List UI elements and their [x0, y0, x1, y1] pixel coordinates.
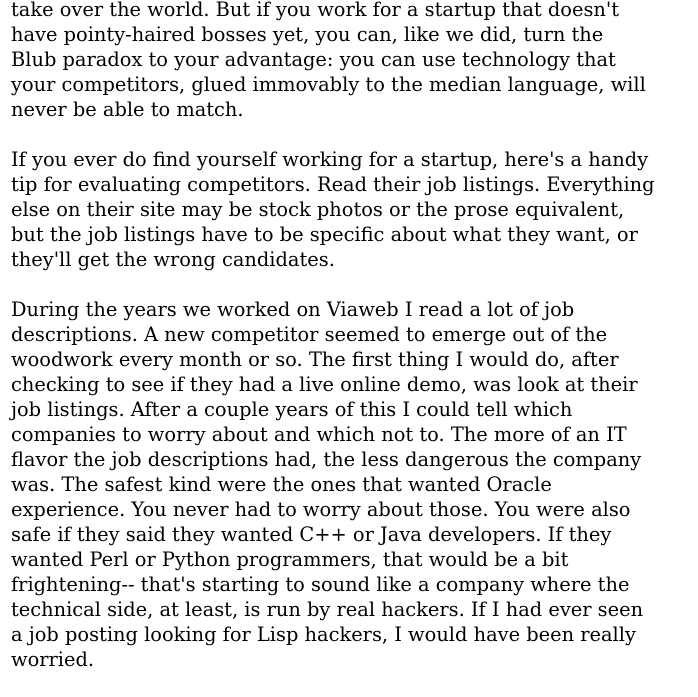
text-line: a job posting looking for Lisp hackers, I would have been really	[11, 623, 636, 646]
paragraph-blub-advantage	[11, 0, 698, 122]
text-line: experience. You never had to worry about those. You were also	[11, 498, 631, 521]
paragraph-viaweb-competitors	[11, 297, 698, 672]
text-line: checking to see if they had a live online demo, was look at their	[11, 373, 638, 396]
text-line: worried.	[11, 648, 95, 671]
text-line: wanted Perl or Python programmers, that would be a bit	[11, 548, 569, 571]
text-line: they'll get the wrong candidates.	[11, 248, 335, 271]
text-line: your competitors, glued immovably to the median language, will	[11, 73, 646, 96]
text-line: woodwork every month or so. The first thing I would do, after	[11, 348, 619, 371]
text-line: Blub paradox to your advantage: you can use technology that	[11, 48, 616, 71]
text-line: flavor the job descriptions had, the less dangerous the company	[11, 448, 642, 471]
text-line: descriptions. A new competitor seemed to emerge out of the	[11, 323, 608, 346]
text-line: never be able to match.	[11, 98, 244, 121]
text-line: tip for evaluating competitors. Read their job listings. Everything	[11, 173, 655, 196]
text-line: frightening-- that's starting to sound like a company where the	[11, 573, 630, 596]
text-line: If you ever do find yourself working for a startup, here's a handy	[11, 148, 649, 171]
text-line: companies to worry about and which not to. The more of an IT	[11, 423, 627, 446]
text-line: else on their site may be stock photos or the prose equivalent,	[11, 198, 625, 221]
text-line: take over the world. But if you work for a startup that doesn't	[11, 0, 620, 21]
paragraph-job-listings-tip	[11, 147, 698, 272]
article-body	[11, 0, 698, 697]
text-line: job listings. After a couple years of this I could tell which	[11, 398, 573, 421]
text-line: was. The safest kind were the ones that wanted Oracle	[11, 473, 552, 496]
text-line: During the years we worked on Viaweb I read a lot of job	[11, 298, 575, 321]
text-line: technical side, at least, is run by real hackers. If I had ever seen	[11, 598, 644, 621]
text-line: but the job listings have to be specific about what they want, or	[11, 223, 638, 246]
text-line: have pointy-haired bosses yet, you can, like we did, turn the	[11, 23, 604, 46]
text-line: safe if they said they wanted C++ or Java developers. If they	[11, 523, 612, 546]
